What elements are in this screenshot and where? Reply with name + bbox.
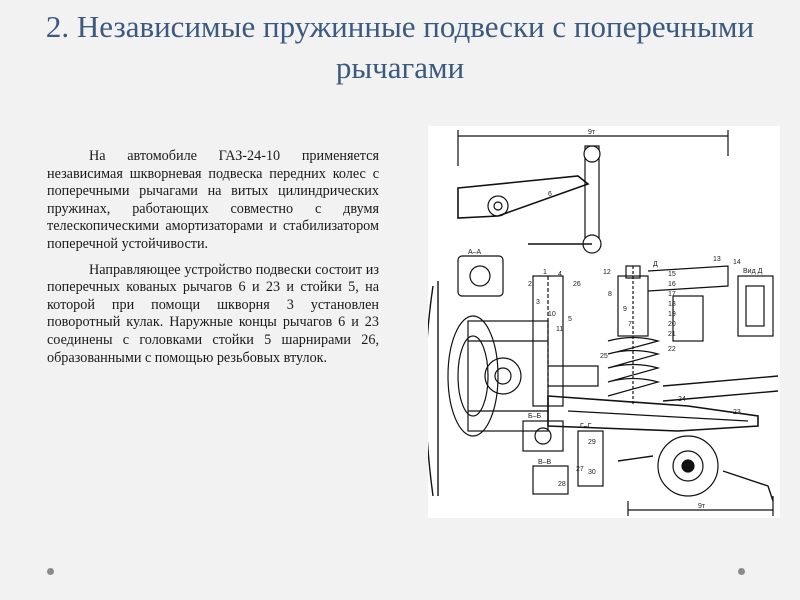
view-d-label: Вид Д bbox=[743, 268, 763, 275]
callout-13: 13 bbox=[713, 256, 721, 263]
brake-drum bbox=[448, 316, 498, 436]
dim-bottom-label: 9т bbox=[698, 503, 706, 510]
callout-6: 6 bbox=[548, 191, 552, 198]
crossmember bbox=[663, 376, 778, 386]
section-gg-label: Г–Г bbox=[580, 423, 592, 430]
slide-body bbox=[47, 148, 379, 375]
spindle bbox=[548, 366, 598, 386]
callout-10: 10 bbox=[548, 311, 556, 318]
upper-right-arm bbox=[648, 266, 728, 291]
view-d-bracket bbox=[738, 276, 773, 336]
paragraph-2: Направляющее устройство подвески состоит из поперечных кованых рычагов 6 и 23 и стойки 5, на которой при помощи шкворня 3 установлен поворотный кулак. Наружные концы рычагов 6 и 23 соединены с головками стойки 5 шарнирами 26, образованными с помощью резьбовых втулок. bbox=[47, 261, 379, 366]
slide-title: 2. Независимые пружинные подвески с поперечными рычагами bbox=[45, 9, 755, 85]
callout-9: 9 bbox=[623, 306, 627, 313]
d-marker-label: Д bbox=[653, 261, 658, 268]
paragraph-1: На автомобиле ГАЗ-24-10 применяется независимая шкворневая подвеска передних колес с поперечными рычагами на витых цилиндрических пружинах, работающих совместно с двумя телескопическими амортизаторами и стабилизатором поперечной устойчивости. bbox=[47, 148, 379, 252]
upper-arm bbox=[458, 176, 588, 218]
section-vv-label: В–В bbox=[538, 459, 552, 466]
callout-numbers bbox=[528, 191, 741, 488]
suspension-diagram bbox=[428, 126, 780, 518]
callout-15: 15 bbox=[668, 271, 676, 278]
callout-23: 23 bbox=[733, 409, 741, 416]
callout-1: 1 bbox=[543, 269, 547, 276]
nav-dot-right bbox=[738, 568, 745, 575]
callout-5: 5 bbox=[568, 316, 572, 323]
callout-19: 19 bbox=[668, 311, 676, 318]
section-bb-label: Б–Б bbox=[528, 413, 542, 420]
suspension-drawing bbox=[428, 126, 780, 518]
callout-27: 27 bbox=[576, 466, 584, 473]
callout-3: 3 bbox=[536, 299, 540, 306]
callout-29: 29 bbox=[588, 439, 596, 446]
upper-arm-bushing bbox=[488, 196, 508, 216]
tire-outline bbox=[428, 286, 433, 496]
callout-25: 25 bbox=[600, 353, 608, 360]
callout-18: 18 bbox=[668, 301, 676, 308]
hub-bearing bbox=[485, 358, 521, 394]
callout-24: 24 bbox=[678, 396, 686, 403]
nav-dot-left bbox=[47, 568, 54, 575]
callout-28: 28 bbox=[558, 481, 566, 488]
callout-8: 8 bbox=[608, 291, 612, 298]
callout-14: 14 bbox=[733, 259, 741, 266]
dim-top-label: 9т bbox=[588, 129, 596, 136]
callout-21: 21 bbox=[668, 331, 676, 338]
section-aa bbox=[458, 256, 503, 296]
callout-12: 12 bbox=[603, 269, 611, 276]
callout-26: 26 bbox=[573, 281, 581, 288]
callout-22: 22 bbox=[668, 346, 676, 353]
callout-30: 30 bbox=[588, 469, 596, 476]
callout-4: 4 bbox=[558, 271, 562, 278]
callout-17: 17 bbox=[668, 291, 676, 298]
callout-16: 16 bbox=[668, 281, 676, 288]
section-aa-label: А–А bbox=[468, 249, 482, 256]
callout-11: 11 bbox=[556, 326, 564, 333]
callout-2: 2 bbox=[528, 281, 532, 288]
section-vv bbox=[533, 466, 568, 494]
callout-20: 20 bbox=[668, 321, 676, 328]
section-bb bbox=[523, 421, 563, 451]
buffer bbox=[673, 296, 703, 341]
callout-7: 7 bbox=[628, 321, 632, 328]
